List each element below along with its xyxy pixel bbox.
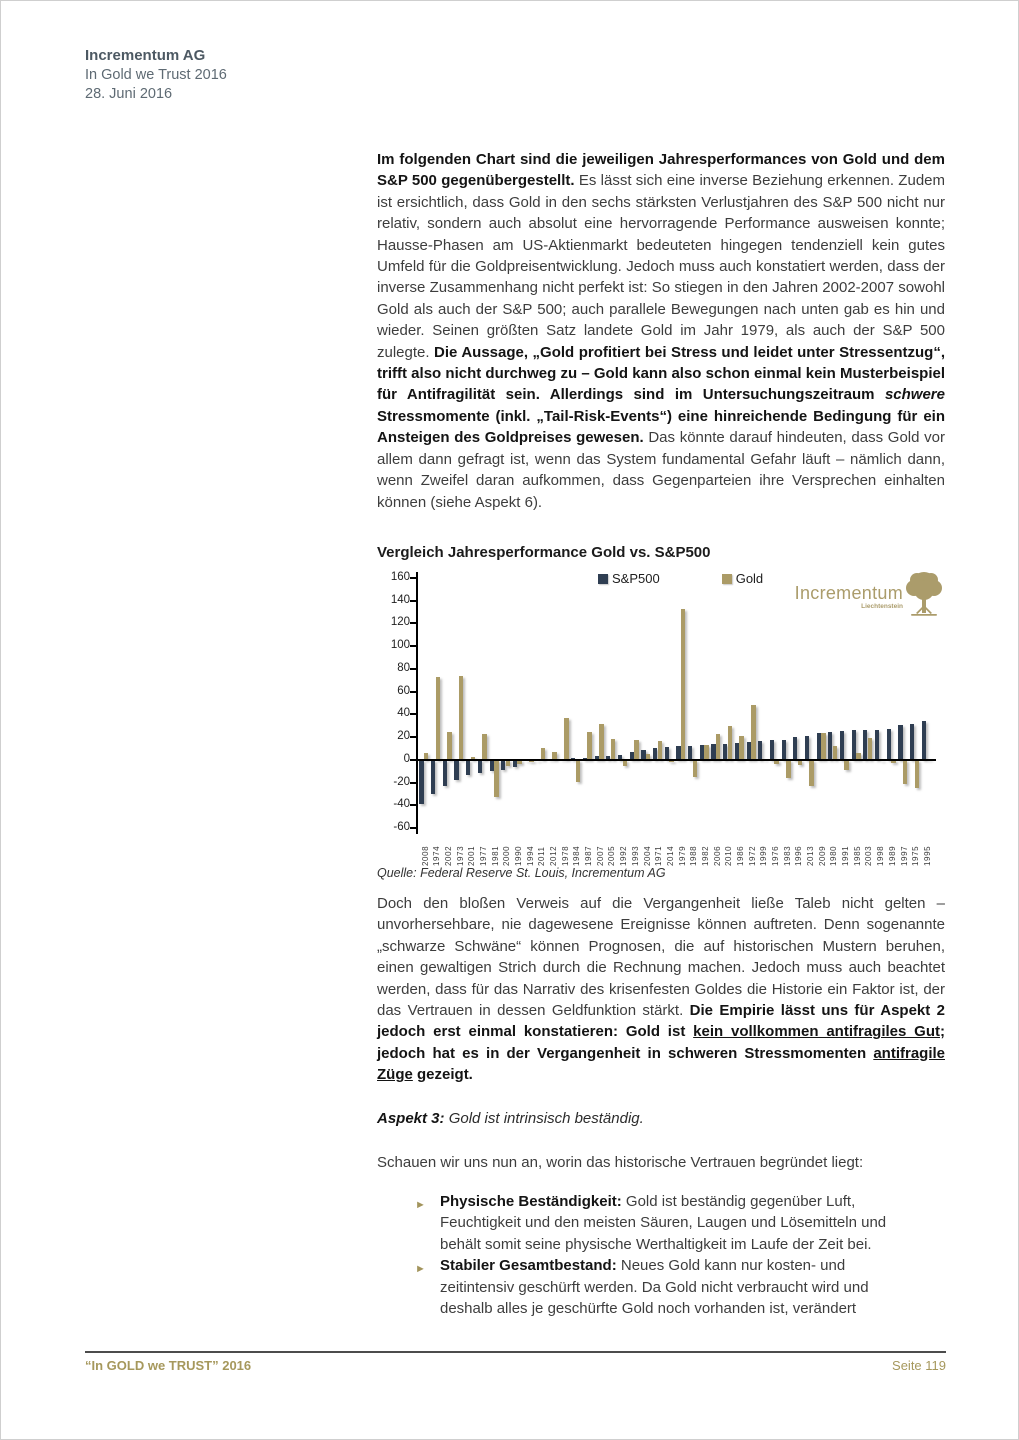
sp500-bar-2008 — [419, 760, 423, 804]
incrementum-logo — [795, 578, 944, 621]
x-tick-2000: 2000 — [502, 845, 512, 866]
sp500-bar-1988 — [688, 746, 692, 760]
gold-bar-1997 — [903, 760, 908, 784]
p2-bold-underline-2: antifragile Züge — [377, 1044, 945, 1084]
aspekt-label: Aspekt 3: — [377, 1110, 445, 1127]
tree-icon — [904, 571, 944, 621]
bullet-1-text: Gold ist beständig gegenüber Luft, Feuchtigkeit und den meisten Säuren, Laugen und Lösemitteln und behält somit seine physische Werthaltigkeit im Laufe der Zeit bei. — [440, 1193, 887, 1253]
gold-bar-2010 — [728, 726, 733, 760]
y-tick-mark — [410, 691, 416, 693]
x-tick-1994: 1994 — [525, 845, 535, 866]
gold-bar-2007 — [599, 724, 604, 760]
p1-regular-1: Es lässt sich eine inverse Beziehung erkennen. Zudem ist ersichtlich, dass Gold in den sechs stärksten Verlustjahren des S&P 500 nicht nur relativ, sondern auch absolut eine hervorragende Performance ausweisen konnte; Hausse-Phasen am US-Aktienmarkt bedeuteten hingegen tendenziell kein gutes Umfeld für die Goldpreisentwicklung. Jedoch muss auch konstatiert werden, dass der inverse Zusammenhang nicht perfekt ist: So stiegen in den Jahren 2002-2007 sowohl Gold als auch der S&P 500; auch parallele Bewegungen nach unten gab es hin und wieder. Seinen größten Satz landete Gold im Jahr 1979, als auch der S&P 500 zulegte. — [377, 172, 945, 361]
gold-swatch-icon — [722, 574, 732, 584]
gold-bar-1979 — [681, 609, 686, 760]
gold-bar-1987 — [587, 732, 592, 760]
sp500-bar-1991 — [840, 731, 844, 760]
sp500-swatch-icon — [598, 574, 608, 584]
logo-main-text: Incrementum — [794, 583, 903, 603]
x-tick-1982: 1982 — [700, 845, 710, 866]
bullet-2-title: Stabiler Gesamtbestand: — [440, 1257, 617, 1275]
footer-page-number: Seite 119 — [892, 1358, 946, 1373]
gold-bar-1988 — [693, 760, 698, 777]
y-tick-0: 0 — [403, 752, 410, 765]
x-tick-1975: 1975 — [911, 845, 921, 866]
y-tick-mark — [410, 736, 416, 738]
x-tick-1989: 1989 — [887, 845, 897, 866]
logo-sub-text: Liechtenstein — [861, 603, 903, 610]
y-tick-20: 20 — [397, 730, 410, 743]
x-tick-1981: 1981 — [490, 845, 500, 866]
gold-bar-2009 — [821, 733, 826, 760]
gold-bar-2006 — [716, 734, 721, 760]
gold-bar-2005 — [611, 739, 616, 760]
gold-bar-1977 — [482, 734, 487, 760]
x-tick-1993: 1993 — [630, 845, 640, 866]
aspekt-text: Gold ist intrinsisch beständig. — [444, 1110, 644, 1127]
x-tick-2014: 2014 — [665, 845, 675, 866]
gold-bar-1986 — [739, 736, 744, 760]
sp500-bar-2001 — [466, 760, 470, 775]
sp500-bar-1998 — [875, 730, 879, 760]
x-tick-2012: 2012 — [549, 845, 558, 866]
sp500-bar-2002 — [443, 760, 447, 787]
x-tick-2002: 2002 — [443, 845, 453, 866]
p2-bold-2: ; jedoch hat es in der Vergangenheit in schweren Stressmomenten — [377, 1023, 945, 1062]
p2-bold-1: Die Empirie lässt uns für Aspekt 2 jedoch erst einmal konstatieren: Gold ist — [377, 1002, 945, 1041]
x-tick-2013: 2013 — [806, 845, 815, 866]
x-tick-1977: 1977 — [478, 845, 488, 866]
document-header — [85, 46, 227, 105]
p1-bold-3: Stressmomente (inkl. „Tail-Risk-Events“) eine hinreichende Bedingung für ein Ansteigen des Goldpreises gewesen. — [377, 407, 945, 447]
x-tick-1990: 1990 — [514, 845, 523, 866]
chart-legend — [598, 571, 763, 586]
gold-bar-1978 — [564, 718, 569, 760]
gold-bar-1980 — [833, 746, 838, 760]
report-date: 28. Juni 2016 — [85, 86, 173, 102]
p1-bold-italic: schwere — [884, 386, 945, 404]
x-tick-1976: 1976 — [771, 845, 780, 866]
y-tick--60: -60 — [393, 821, 410, 833]
list-item — [415, 1191, 907, 1255]
p1-regular-2: Das könnte darauf hindeuten, dass Gold vor allem dann gefragt ist, wenn das System fundamental Gefahr läuft – nämlich dann, wenn Zweifel daran aufkommen, dass Gegenparteien ihre Versprechen einhalten können (siehe Aspekt 6). — [377, 429, 945, 511]
y-tick--40: -40 — [393, 798, 410, 811]
y-tick-140: 140 — [390, 593, 410, 606]
y-tick-mark — [410, 782, 416, 784]
gold-bar-2003 — [868, 738, 873, 760]
footer-divider — [85, 1351, 946, 1353]
x-tick-1974: 1974 — [432, 845, 442, 866]
y-tick-80: 80 — [397, 661, 410, 674]
gold-bar-1974 — [436, 677, 441, 760]
paragraph-1 — [377, 149, 945, 513]
gold-bar-2013 — [809, 760, 814, 787]
x-tick-1992: 1992 — [619, 845, 629, 866]
x-tick-2010: 2010 — [724, 845, 734, 866]
gold-bar-2002 — [447, 732, 452, 760]
p2-bold-underline-1: kein vollkommen antifragiles Gut — [693, 1023, 940, 1041]
x-tick-2007: 2007 — [595, 845, 605, 866]
x-tick-1999: 1999 — [759, 845, 769, 866]
sp500-bar-1989 — [887, 729, 891, 760]
footer — [85, 1358, 946, 1373]
intro-line: Schauen wir uns nun an, worin das historische Vertrauen begründet liegt: — [377, 1154, 864, 1171]
p2-bold-3: gezeigt. — [412, 1066, 473, 1084]
legend-label-gold: Gold — [735, 571, 764, 586]
x-tick-1979: 1979 — [677, 845, 687, 866]
p1-bold-lead: Im folgenden Chart sind die jeweiligen Jahresperformances von Gold und dem S&P 500 gegenübergestellt. — [377, 151, 945, 190]
x-tick-1986: 1986 — [735, 845, 745, 866]
gold-bar-1973 — [459, 676, 464, 760]
sp500-bar-1983 — [782, 740, 786, 760]
y-tick-mark — [410, 577, 416, 579]
bullet-2-text: Neues Gold kann nur kosten- und zeitintensiv geschürft werden. Da Gold nicht verbraucht wird und deshalb alles je geschürfte Gold noch vorhanden ist, verändert — [440, 1257, 869, 1318]
sp500-bar-1976 — [770, 740, 774, 760]
y-tick-100: 100 — [390, 639, 410, 652]
x-tick-1983: 1983 — [782, 845, 792, 866]
y-tick-mark — [410, 600, 416, 602]
sp500-bar-1995 — [922, 721, 926, 760]
zero-axis-line — [416, 759, 936, 761]
legend-label-sp500: S&P500 — [612, 571, 660, 586]
gold-bar-1975 — [915, 760, 920, 788]
y-tick-60: 60 — [397, 684, 410, 697]
p1-bold-2: Die Aussage, „Gold profitiert bei Stress und leidet unter Stressentzug“, trifft also nicht durchweg zu – Gold kann also schon einmal kein Musterbeispiel für Antifragilität sein. Allerdings sind im Untersuchungszeitraum — [377, 343, 945, 404]
x-tick-1988: 1988 — [689, 845, 699, 866]
sp500-bar-1996 — [793, 737, 797, 760]
chart-source: Quelle: Federal Reserve St. Louis, Incrementum AG — [377, 866, 666, 880]
legend-item-gold — [722, 571, 763, 586]
x-tick-1971: 1971 — [654, 845, 664, 866]
sp500-bar-2013 — [805, 736, 809, 760]
sp500-bar-1974 — [431, 760, 435, 794]
x-tick-1984: 1984 — [572, 845, 582, 866]
chart-plot — [390, 571, 932, 866]
gold-bar-1993 — [634, 740, 639, 760]
bullet-arrow-icon: ► — [415, 1263, 426, 1276]
y-tick-mark — [410, 804, 416, 806]
aspekt-heading — [377, 1110, 644, 1127]
paragraph-2 — [377, 893, 945, 1086]
y-tick-mark — [410, 827, 416, 829]
gold-bar-1984 — [576, 760, 581, 782]
x-tick-1995: 1995 — [922, 845, 932, 866]
x-tick-1987: 1987 — [584, 845, 593, 866]
y-tick-160: 160 — [390, 571, 410, 583]
y-tick-mark — [410, 622, 416, 624]
x-tick-1978: 1978 — [560, 845, 570, 866]
x-tick-1972: 1972 — [747, 845, 757, 866]
x-tick-2004: 2004 — [642, 845, 652, 866]
sp500-bar-1997 — [898, 725, 902, 760]
gold-sp500-chart — [377, 566, 945, 866]
bullet-arrow-icon: ► — [415, 1199, 426, 1211]
p2-regular-1: Doch den bloßen Verweis auf die Vergangenheit ließe Taleb nicht gelten – unvorhersehbare, nie dagewesene Ereignisse können auftreten. Denn sogenannte „schwarze Schwäne“ können Prognosen, die auf historischen Mustern beruhen, einen gewaltigen Strich durch die Rechnung machen. Jedoch muss auch beachtet werden, dass für das Narrativ des krisenfesten Goldes die Historie ein Faktor ist, der das Vertrauen in dessen Geldfunktion stärkt. — [377, 895, 945, 1020]
x-tick-2003: 2003 — [864, 845, 874, 866]
x-tick-2008: 2008 — [420, 845, 430, 866]
gold-bar-1971 — [658, 741, 663, 760]
x-tick-1980: 1980 — [829, 845, 839, 866]
sp500-bar-1999 — [758, 741, 762, 760]
y-tick-mark — [410, 668, 416, 670]
gold-bar-1982 — [704, 745, 709, 759]
sp500-bar-1977 — [478, 760, 482, 773]
bullet-list — [415, 1191, 907, 1319]
y-tick--20: -20 — [393, 775, 410, 788]
company-name: Incrementum AG — [85, 47, 206, 64]
gold-bar-1981 — [494, 760, 499, 797]
x-tick-2011: 2011 — [537, 846, 547, 866]
list-item — [415, 1255, 907, 1319]
x-tick-2009: 2009 — [817, 845, 827, 866]
gold-bar-1972 — [751, 705, 756, 760]
x-tick-2001: 2001 — [467, 845, 477, 866]
sp500-bar-1975 — [910, 724, 914, 760]
y-tick-40: 40 — [397, 707, 410, 720]
x-tick-1998: 1998 — [876, 845, 886, 866]
chart-title: Vergleich Jahresperformance Gold vs. S&P500 — [377, 544, 711, 561]
footer-report-name: “In GOLD we TRUST” 2016 — [85, 1358, 252, 1373]
x-tick-1985: 1985 — [852, 845, 862, 866]
gold-bar-1983 — [786, 760, 791, 779]
y-tick-mark — [410, 713, 416, 715]
x-tick-1991: 1991 — [841, 845, 850, 866]
x-tick-1973: 1973 — [455, 845, 465, 866]
legend-item-sp500 — [598, 571, 660, 586]
y-tick-120: 120 — [390, 616, 410, 629]
y-axis-line — [416, 572, 418, 834]
x-tick-1997: 1997 — [899, 845, 909, 866]
bullet-1-title: Physische Beständigkeit: — [440, 1193, 622, 1210]
logo-words — [795, 584, 903, 610]
gold-bar-1991 — [844, 760, 849, 770]
sp500-bar-1973 — [454, 760, 458, 780]
x-tick-2005: 2005 — [607, 845, 617, 866]
x-tick-1996: 1996 — [794, 845, 804, 866]
x-tick-2006: 2006 — [712, 845, 722, 866]
y-tick-mark — [410, 645, 416, 647]
report-title: In Gold we Trust 2016 — [85, 66, 227, 83]
